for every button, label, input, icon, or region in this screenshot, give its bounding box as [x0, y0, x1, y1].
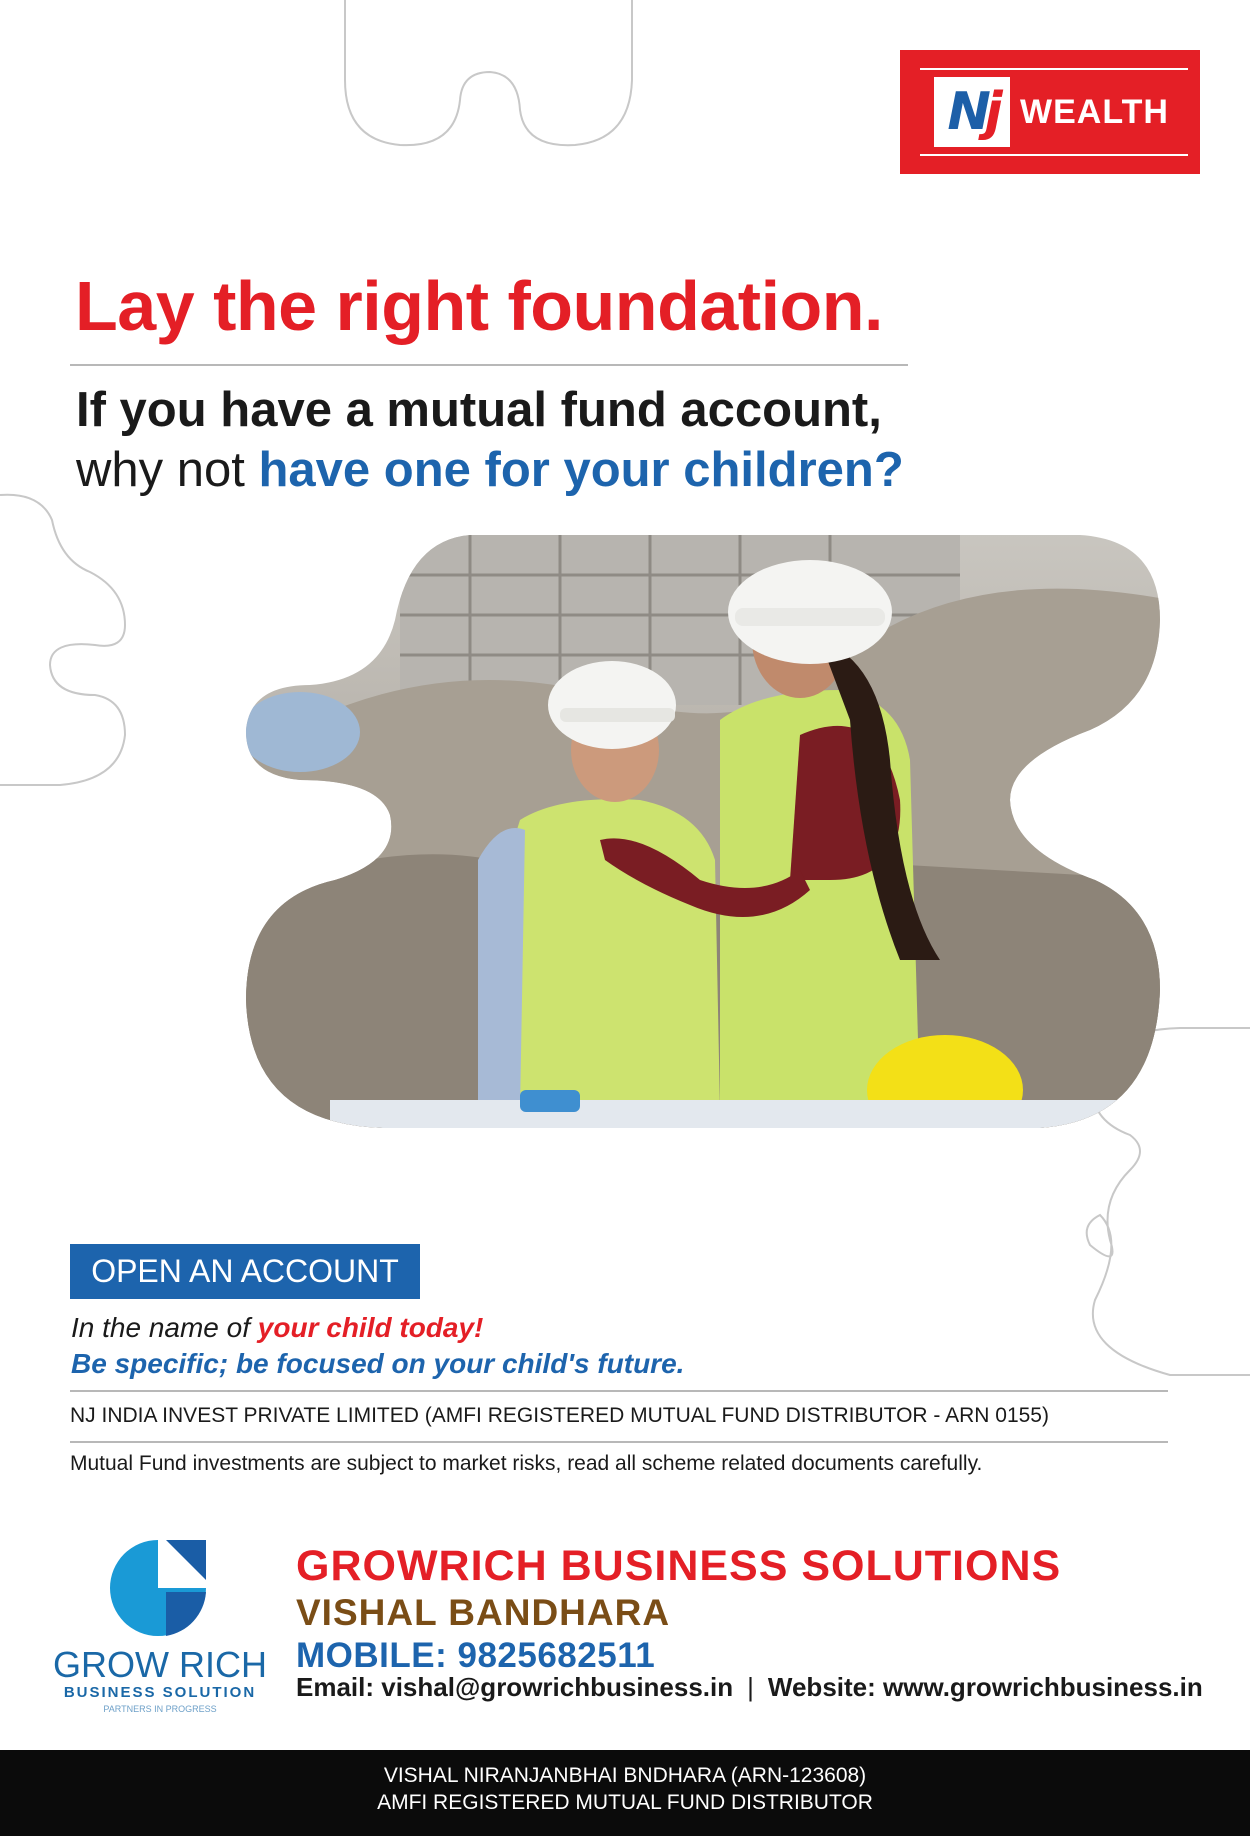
subhead-plain: why not	[76, 443, 259, 497]
open-account-button[interactable]: OPEN AN ACCOUNT	[70, 1244, 420, 1299]
cta-line-2: Be specific; be focused on your child's future.	[71, 1348, 685, 1379]
grow-rich-logo-icon	[108, 1538, 208, 1638]
legal-divider-top	[70, 1390, 1168, 1392]
footer-line-2: AMFI REGISTERED MUTUAL FUND DISTRIBUTOR	[377, 1791, 873, 1814]
email-link[interactable]: Email: vishal@growrichbusiness.in	[296, 1672, 734, 1702]
distributor-mobile: MOBILE: 9825682511	[296, 1636, 656, 1675]
cta-line-1	[71, 1312, 483, 1344]
grow-rich-logo-name: GROW RICH	[53, 1644, 267, 1685]
contact-separator: |	[747, 1672, 754, 1702]
subhead-line-1: If you have a mutual fund account,	[76, 383, 882, 437]
distributor-person: VISHAL BANDHARA	[296, 1592, 671, 1633]
subhead-highlight: have one for your children?	[258, 443, 904, 497]
distributor-contact	[296, 1672, 1203, 1703]
website-link[interactable]: Website: www.growrichbusiness.in	[767, 1672, 1203, 1702]
logo-mark-j: j	[984, 82, 997, 142]
footer-line-1: VISHAL NIRANJANBHAI BNDHARA (ARN-123608)	[383, 1764, 867, 1787]
logo-mark-n: N	[947, 82, 985, 142]
legal-divider-middle	[70, 1441, 1168, 1443]
grow-rich-logo-sub: BUSINESS SOLUTION	[63, 1684, 257, 1701]
grow-rich-logo-tag: PARTNERS IN PROGRESS	[103, 1704, 217, 1714]
legal-company-line: NJ INDIA INVEST PRIVATE LIMITED (AMFI REGISTERED MUTUAL FUND DISTRIBUTOR - ARN 0155)	[70, 1404, 1049, 1427]
headline: Lay the right foundation.	[75, 267, 883, 345]
logo-wordmark: WEALTH	[1020, 92, 1169, 131]
cta-line-1-plain: In the name of	[71, 1312, 258, 1343]
footer-bar	[0, 1750, 1250, 1836]
cta-line-1-highlight: your child today!	[257, 1312, 484, 1343]
legal-risk-line: Mutual Fund investments are subject to market risks, read all scheme related documents carefully.	[70, 1452, 983, 1475]
distributor-company: GROWRICH BUSINESS SOLUTIONS	[296, 1542, 1062, 1590]
